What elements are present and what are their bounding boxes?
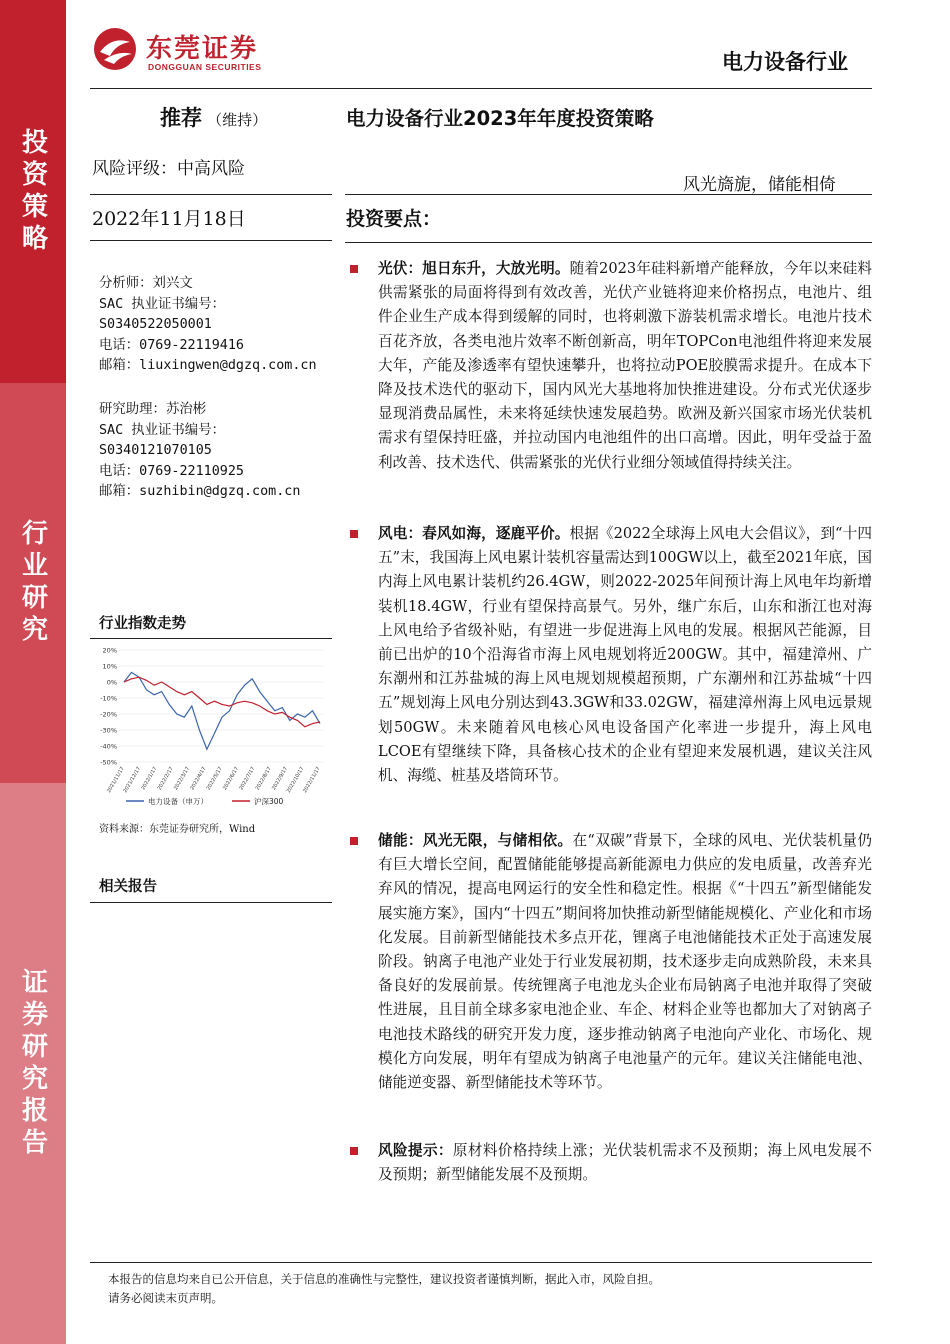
brand-logo	[92, 26, 292, 78]
analyst-2-sac: S0340121070105	[99, 443, 212, 459]
brand-logo-icon	[92, 26, 138, 72]
chart-y-tick-label: -10%	[100, 694, 117, 703]
index-trend-rule	[90, 638, 332, 639]
report-title: 电力设备行业2023年年度投资策略	[346, 107, 654, 130]
analyst-1-phone: 电话：0769-22119416	[99, 337, 244, 353]
rule-left-top	[90, 194, 332, 195]
brand-name-cn: 东莞证券	[146, 34, 259, 64]
footer-notice: 请务必阅读末页声明。	[108, 1291, 223, 1305]
rule-left-2	[90, 240, 332, 241]
rule-right-2	[345, 242, 872, 243]
point-risk	[378, 1139, 872, 1187]
chart-x-tick-label: 2022/10/17	[285, 766, 306, 794]
chart-x-tick-label: 2022/1/17	[140, 766, 159, 792]
analyst-2-email[interactable]: 邮箱：suzhibin@dgzq.com.cn	[99, 484, 301, 500]
point-wind-body: 根据《2022全球海上风电大会倡议》，到“十四五”末，我国海上风电累计装机容量需达到100GW以上，截至2021年底，国内海上风电累计装机约26.4GW，则2022-2025年间预计海上风电年均新增装机18.4GW，行业有望保持高景气。另外，继广东后，山东和浙江也对海上风电给予省级补贴，有望进一步促进海上风电的发展。根据风芒能源，目前已出炉的10个沿海省市海上风电规划将近200GW。其中，福建漳州、广东潮州和江苏盐城的海上风电规划规模超预期，广东潮州和江苏盐城“十四五”规划海上风电分别达到43.3GW和33.02GW，福建漳州海上风电远景规划50GW。未来随着风电核心风电设备国产化率进一步提升，海上风电LCOE有望继续下降，具备核心技术的企业有望迎来发展机遇，建议关注风机、海缆、桩基及塔筒环节。	[378, 525, 872, 785]
analyst-1-role: 分析师：刘兴文	[99, 276, 193, 291]
rating	[160, 102, 267, 132]
related-reports-title: 相关报告	[99, 879, 157, 895]
sidebar	[0, 0, 66, 1344]
chart-legend-label: 沪深300	[254, 797, 284, 806]
footer-rule	[90, 1262, 872, 1263]
chart-y-tick-label: 20%	[102, 646, 117, 655]
chart-legend-label: 电力设备（申万）	[148, 797, 208, 806]
bullet-pv	[350, 265, 358, 273]
chart-y-tick-label: -20%	[100, 710, 117, 719]
chart-x-tick-label: 2022/8/17	[254, 766, 273, 792]
point-pv-lead: 光伏：旭日东升，大放光明。	[378, 260, 570, 277]
chart-y-tick-label: -50%	[100, 758, 117, 767]
point-pv	[378, 257, 872, 475]
point-storage	[378, 829, 872, 1095]
chart-series-line-0	[124, 672, 320, 749]
analyst-2-phone: 电话：0769-22110925	[99, 463, 244, 479]
sidebar-segment-report	[0, 783, 66, 1344]
chart-x-tick-label: 2022/11/17	[302, 766, 322, 794]
report-subtitle: 风光旖旎，储能相倚	[683, 175, 836, 195]
chart-x-tick-label: 2022/7/17	[238, 766, 257, 792]
point-wind-lead: 风电：春风如海，逐鹿平价。	[378, 525, 570, 542]
sidebar-label-industry: 行业研究	[17, 519, 48, 647]
rule-right-top	[345, 194, 872, 195]
chart-x-tick-label: 2022/2/17	[156, 766, 175, 792]
analyst-1	[99, 274, 317, 377]
point-pv-body: 随着2023年硅料新增产能释放，今年以来硅料供需紧张的局面将得到有效改善，光伏产业链将迎来价格拐点，电池片、组件企业生产成本得到缓解的同时，也将刺激下游装机需求增长。电池片技术百花齐放，各类电池片效率不断创新高，明年TOPCon电池组件将迎来发展大年，产能及渗透率有望快速攀升，也将拉动POE胶膜需求提升。在成本下降及技术迭代的驱动下，国内风光大基地将加快推进建设。分布式光伏逐步显现消费品属性，未来将延续快速发展趋势。欧洲及新兴国家市场光伏装机需求有望保持旺盛，并拉动国内电池组件的出口高增。因此，明年受益于盈利改善、技术迭代、供需紧张的光伏行业细分领域值得持续关注。	[378, 260, 872, 471]
chart-x-tick-label: 2021/11/17	[106, 766, 126, 794]
point-risk-lead: 风险提示：	[378, 1142, 453, 1159]
analyst-2	[99, 400, 300, 503]
index-trend-chart	[92, 644, 332, 814]
rating-note: （维持）	[207, 111, 268, 129]
bullet-storage	[350, 837, 358, 845]
bullet-risk	[350, 1147, 358, 1155]
analyst-2-role: 研究助理：苏治彬	[99, 402, 207, 417]
index-trend-source: 资料来源：东莞证券研究所，Wind	[99, 824, 256, 835]
risk-rating: 风险评级：中高风险	[92, 159, 245, 179]
chart-x-tick-label: 2021/12/17	[122, 766, 143, 794]
point-wind	[378, 522, 872, 788]
sidebar-label-strategy: 投资策略	[17, 127, 48, 256]
chart-y-tick-label: 10%	[102, 662, 117, 671]
chart-y-tick-label: -40%	[100, 742, 117, 751]
chart-y-tick-label: -30%	[100, 726, 117, 735]
rating-label: 推荐	[160, 106, 202, 130]
sidebar-segment-strategy	[0, 0, 66, 383]
header-rule	[90, 88, 872, 89]
chart-y-tick-label: 0%	[106, 678, 117, 687]
analyst-2-sac-label: SAC 执业证书编号：	[99, 422, 225, 438]
chart-x-tick-label: 2022/5/17	[205, 766, 224, 792]
point-storage-body: 在“双碳”背景下，全球的风电、光伏装机量仍有巨大增长空间，配置储能能够提高新能源电力供应的发电质量，改善弃光弃风的情况，提高电网运行的安全性和稳定性。根据《“十四五”新型储能发展实施方案》，国内“十四五”期间将加快推动新型储能规模化、产业化和市场化发展。目前新型储能技术多点开花，锂离子电池储能技术正处于高速发展阶段。钠离子电池产业处于行业发展初期，技术逐步走向成熟阶段，未来具备良好的发展前景。传统锂离子电池龙头企业布局钠离子电池并取得了突破性进展，且目前全球多家电池企业、车企、材料企业等也都加大了对钠离子电池技术路线的研究开发力度，逐步推动钠离子电池向产业化、市场化、规模化方向发展，明年有望成为钠离子电池量产的元年。建议关注储能电池、储能逆变器、新型储能技术等环节。	[378, 832, 872, 1092]
chart-x-tick-label: 2022/9/17	[271, 766, 290, 792]
sidebar-segment-industry	[0, 383, 66, 783]
footer-disclaimer: 本报告的信息均来自已公开信息，关于信息的准确性与完整性，建议投资者谨慎判断，据此入市，风险自担。	[108, 1272, 660, 1286]
bullet-wind	[350, 530, 358, 538]
footer	[108, 1270, 660, 1308]
brand-name-en: DONGGUAN SECURITIES	[148, 62, 262, 72]
report-date: 2022年11月18日	[92, 208, 246, 230]
key-points-title: 投资要点：	[346, 208, 442, 230]
analyst-1-sac: S0340522050001	[99, 317, 212, 333]
analyst-1-email[interactable]: 邮箱：liuxingwen@dgzq.com.cn	[99, 358, 317, 374]
point-storage-lead: 储能：风光无限，与储相依。	[378, 832, 573, 849]
header-sector: 电力设备行业	[722, 50, 848, 74]
point-risk-body: 原材料价格持续上涨；光伏装机需求不及预期；海上风电发展不及预期；新型储能发展不及预期。	[378, 1142, 872, 1184]
analyst-1-sac-label: SAC 执业证书编号：	[99, 296, 225, 312]
related-reports-rule	[90, 902, 332, 903]
chart-x-tick-label: 2022/6/17	[222, 766, 241, 792]
index-trend-title: 行业指数走势	[99, 616, 186, 632]
chart-x-tick-label: 2022/4/17	[189, 766, 208, 792]
chart-x-tick-label: 2022/3/17	[173, 766, 192, 792]
sidebar-label-report: 证券研究报告	[17, 967, 48, 1160]
